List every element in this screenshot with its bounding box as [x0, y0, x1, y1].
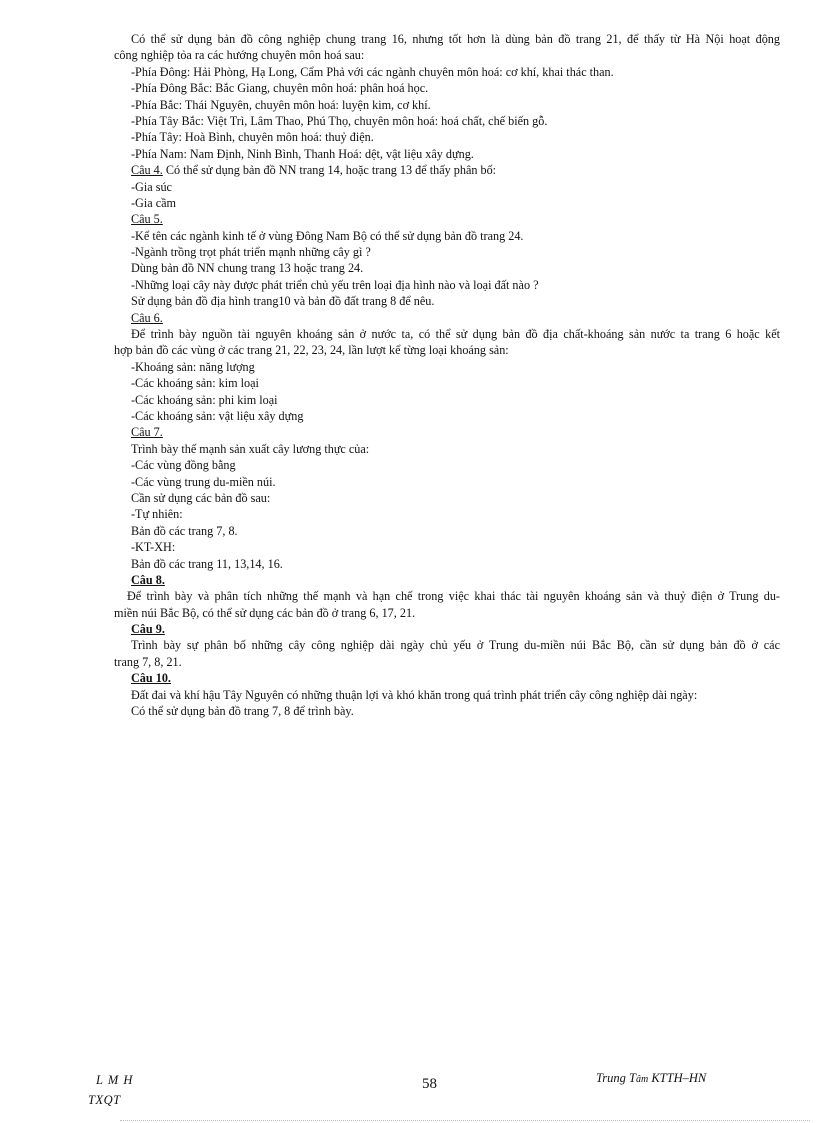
text-line	[114, 506, 780, 522]
line-text: công nghiệp tỏa ra các hướng chuyên môn hoá sau:	[114, 48, 365, 63]
line-text: -Những loại cây này được phát triển chủ yếu trên loại địa hình nào và loại đất nào ?	[131, 277, 539, 292]
text-line	[114, 146, 780, 162]
footer-org-prefix: Trung T	[596, 1071, 636, 1085]
page-number: 58	[422, 1076, 437, 1092]
text-line	[114, 474, 780, 490]
question-label: Câu 10.	[131, 671, 171, 686]
line-text: -Phía Nam: Nam Định, Ninh Bình, Thanh Hoá: dệt, vật liệu xây dựng.	[131, 146, 474, 161]
text-line	[114, 129, 780, 145]
footer-org-small: âm	[635, 1074, 649, 1085]
text-line	[114, 539, 780, 555]
line-text: -KT-XH:	[131, 540, 176, 555]
question-line	[114, 621, 780, 637]
text-line	[114, 31, 780, 47]
text-line	[114, 375, 780, 391]
question-label: Câu 8.	[131, 572, 165, 587]
line-text: hợp bản đồ các vùng ở các trang 21, 22, 23, 24, lần lượt kể từng loại khoáng sản:	[114, 343, 509, 358]
line-text: -Tự nhiên:	[131, 507, 183, 522]
text-line	[114, 342, 780, 358]
text-line	[114, 195, 780, 211]
text-line	[114, 556, 780, 572]
text-line	[114, 637, 780, 653]
text-line	[114, 588, 780, 604]
line-text: Đất đai và khí hậu Tây Nguyên có những thuận lợi và khó khăn trong quá trình phát triển cây công nghiệp dài ngày:	[131, 687, 698, 702]
footer-author-code: TXQT	[88, 1093, 121, 1107]
line-text: Cần sử dụng các bản đồ sau:	[131, 490, 271, 505]
line-text: -Khoáng sản: năng lượng	[131, 359, 255, 374]
text-line	[114, 326, 780, 342]
line-text: trang 7, 8, 21.	[114, 654, 182, 669]
text-line	[114, 179, 780, 195]
line-text: Để trình bày và phân tích những thế mạnh và hạn chế trong việc khai thác tài nguyên khoáng sản và thuỷ điện ở Trung du-	[127, 589, 780, 604]
question-line	[114, 162, 780, 178]
line-text: Trình bày sự phân bố những cây công nghiệp dài ngày chủ yếu ở Trung du-miền núi Bắc Bộ, cần sử dụng bản đồ ở các	[131, 638, 780, 653]
question-line	[114, 670, 780, 686]
line-text: -Phía Tây Bắc: Việt Trì, Lâm Thao, Phú Thọ, chuyên môn hoá: hoá chất, chế biến gỗ.	[131, 113, 548, 128]
text-line	[114, 244, 780, 260]
footer-author	[88, 1070, 134, 1110]
text-line	[114, 605, 780, 621]
line-text: -Các khoáng sản: phi kim loại	[131, 392, 278, 407]
line-text: Trình bày thế mạnh sản xuất cây lương thực của:	[131, 441, 370, 456]
question-line	[114, 424, 780, 440]
text-line	[114, 654, 780, 670]
line-text: Sử dụng bản đồ địa hình trang10 và bản đồ đất trang 8 để nêu.	[131, 294, 435, 309]
text-line	[114, 260, 780, 276]
line-text: -Các khoáng sản: kim loại	[131, 376, 259, 391]
text-line	[114, 97, 780, 113]
line-text: -Ngành trồng trọt phát triển mạnh những cây gì ?	[131, 245, 371, 260]
line-text: -Phía Đông: Hải Phòng, Hạ Long, Cẩm Phả với các ngành chuyên môn hoá: cơ khí, khai thác than.	[131, 64, 614, 79]
question-label: Câu 9.	[131, 622, 165, 637]
line-text: Có thể sử dụng bản đồ NN trang 14, hoặc trang 13 để thấy phân bố:	[162, 163, 497, 178]
question-line	[114, 310, 780, 326]
line-text: Để trình bày nguồn tài nguyên khoáng sản ở nước ta, có thể sử dụng bản đồ địa chất-khoáng sản nước ta trang 6 hoặc kết	[131, 327, 780, 342]
question-label: Câu 6.	[131, 310, 163, 325]
question-label: Câu 4.	[131, 163, 163, 178]
line-text: miền núi Bắc Bộ, có thể sử dụng các bản đồ ở trang 6, 17, 21.	[114, 605, 416, 620]
text-line	[114, 277, 780, 293]
line-text: -Gia cầm	[131, 195, 177, 210]
line-text: -Các vùng trung du-miền núi.	[131, 474, 276, 489]
text-line	[114, 293, 780, 309]
question-label: Câu 5.	[131, 212, 163, 227]
text-line	[114, 687, 780, 703]
line-text: -Phía Đông Bắc: Bắc Giang, chuyên môn hoá: phân hoá học.	[131, 81, 429, 96]
line-text: -Phía Tây: Hoà Bình, chuyên môn hoá: thuỷ điện.	[131, 130, 374, 145]
text-line	[114, 80, 780, 96]
text-line	[114, 47, 780, 63]
line-text: -Gia súc	[131, 179, 172, 194]
footer-organization	[596, 1071, 706, 1086]
document-body	[114, 31, 780, 719]
text-line	[114, 64, 780, 80]
text-line	[114, 490, 780, 506]
question-label: Câu 7.	[131, 425, 163, 440]
text-line	[114, 457, 780, 473]
text-line	[114, 392, 780, 408]
text-line	[114, 703, 780, 719]
text-line	[114, 359, 780, 375]
line-text: -Kể tên các ngành kinh tế ở vùng Đông Nam Bộ có thể sử dụng bản đồ trang 24.	[131, 228, 524, 243]
footer-dotted-rule	[120, 1120, 810, 1121]
text-line	[114, 408, 780, 424]
line-text: Có thể sử dụng bản đồ công nghiệp chung trang 16, nhưng tốt hơn là dùng bản đồ trang 21, để thấy từ Hà Nội hoạt động	[131, 32, 780, 46]
line-text: Bản đồ các trang 7, 8.	[131, 523, 238, 538]
line-text: -Các vùng đồng bằng	[131, 458, 236, 473]
text-line	[114, 441, 780, 457]
line-text: Dùng bản đồ NN chung trang 13 hoặc trang 24.	[131, 261, 364, 276]
text-line	[114, 113, 780, 129]
footer-org-suffix: KTTH–HN	[648, 1071, 707, 1085]
line-text: Bản đồ các trang 11, 13,14, 16.	[131, 556, 283, 571]
text-line	[114, 523, 780, 539]
line-text: Có thể sử dụng bản đồ trang 7, 8 để trình bày.	[131, 704, 354, 719]
line-text: -Phía Bắc: Thái Nguyên, chuyên môn hoá: luyện kim, cơ khí.	[131, 97, 431, 112]
line-text: -Các khoáng sản: vật liệu xây dựng	[131, 408, 304, 423]
text-line	[114, 228, 780, 244]
question-line	[114, 572, 780, 588]
question-line	[114, 211, 780, 227]
footer-author-initials: L M H	[96, 1073, 134, 1087]
